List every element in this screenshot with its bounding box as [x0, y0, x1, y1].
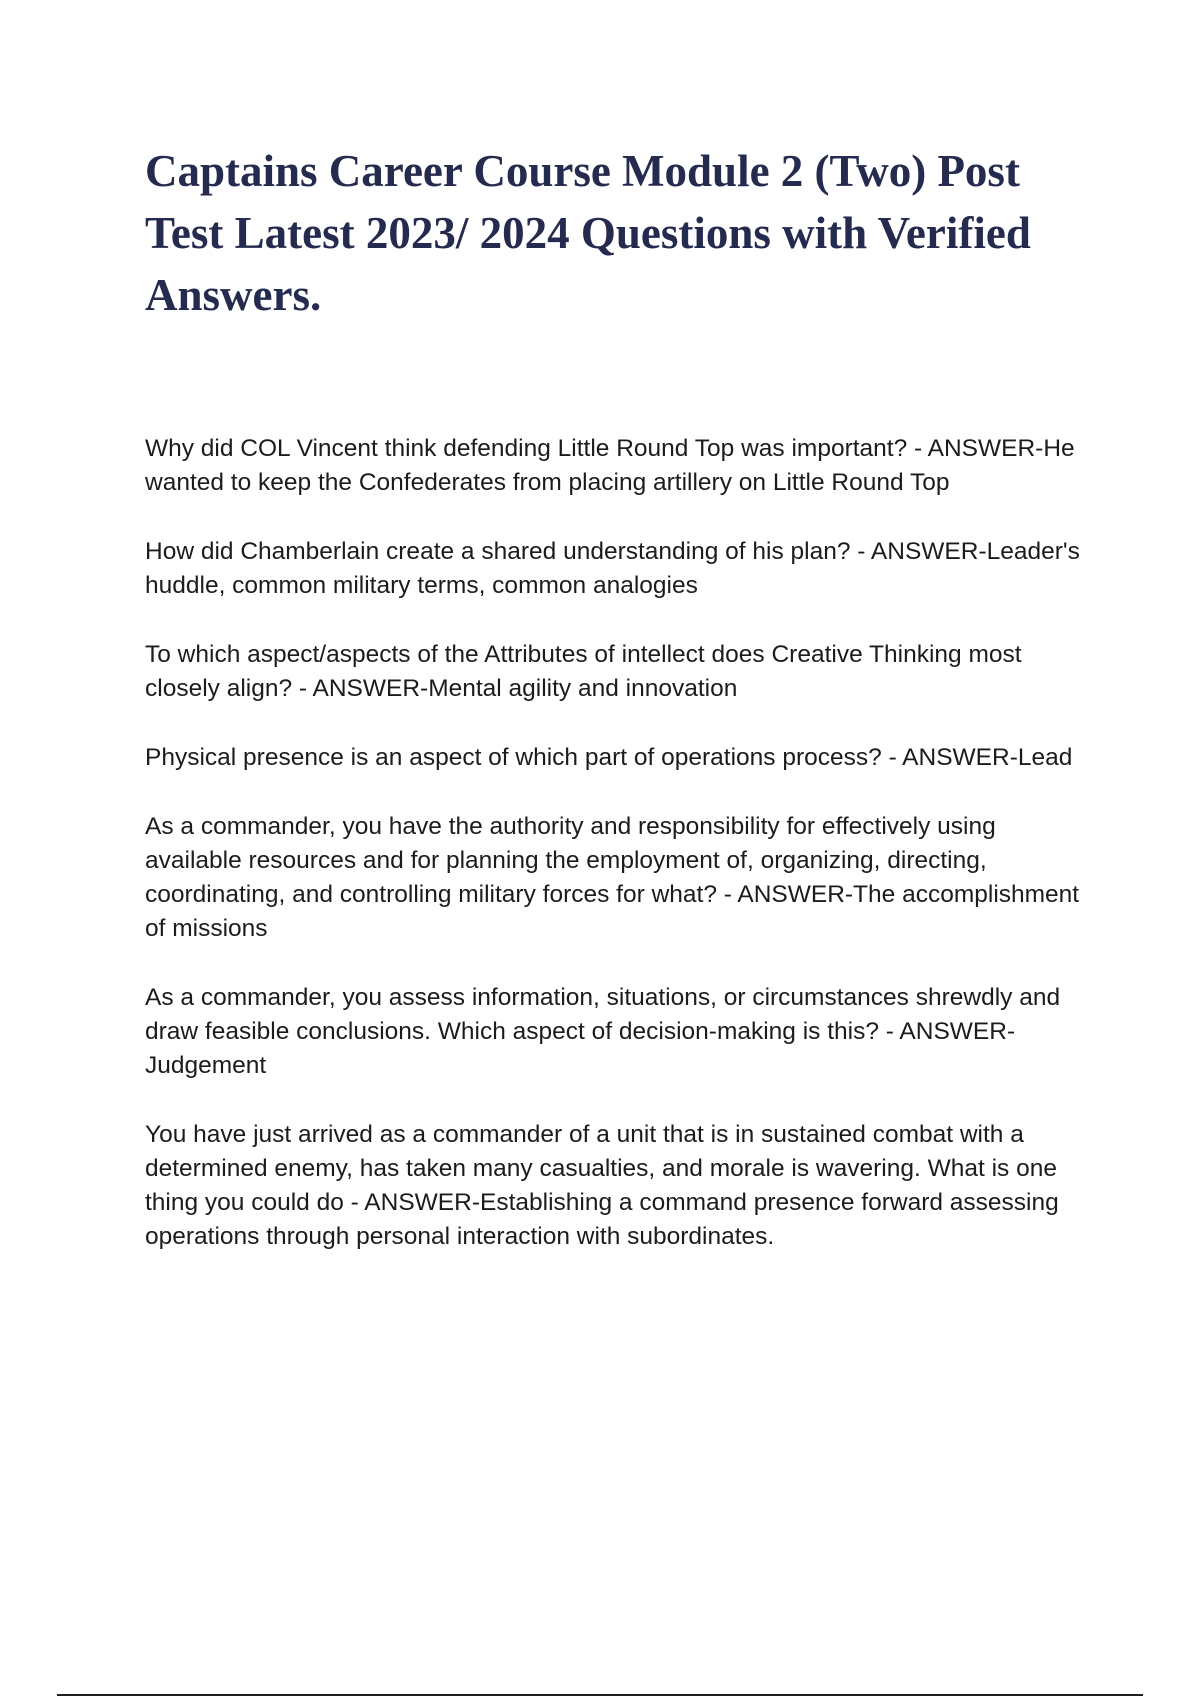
- qa-item: How did Chamberlain create a shared understanding of his plan? - ANSWER-Leader's huddle, common military terms, common analogies: [145, 538, 1080, 599]
- document-title: Captains Career Course Module 2 (Two) Post Test Latest 2023/ 2024 Questions with Verified Answers.: [145, 146, 1031, 320]
- footer-divider: [57, 1694, 1143, 1696]
- qa-item: You have just arrived as a commander of a unit that is in sustained combat with a determined enemy, has taken many casualties, and morale is wavering. What is one thing you could do - ANSWER-Establishing a command presence forward assessing operations through personal interaction with subordinates.: [145, 1121, 1059, 1250]
- qa-item: To which aspect/aspects of the Attributes of intellect does Creative Thinking most closely align? - ANSWER-Mental agility and innovation: [145, 641, 1022, 702]
- qa-item: As a commander, you assess information, situations, or circumstances shrewdly and draw feasible conclusions. Which aspect of decision-making is this? - ANSWER-Judgement: [145, 984, 1061, 1079]
- qa-item: Why did COL Vincent think defending Little Round Top was important? - ANSWER-He wanted to keep the Confederates from placing artillery on Little Round Top: [145, 435, 1075, 496]
- qa-list: [145, 432, 1095, 1289]
- qa-item: Physical presence is an aspect of which part of operations process? - ANSWER-Lead: [145, 744, 1073, 771]
- qa-item: As a commander, you have the authority and responsibility for effectively using available resources and for planning the employment of, organizing, directing, coordinating, and controlling military forces for what? - ANSWER-The accomplishment of missions: [145, 813, 1080, 942]
